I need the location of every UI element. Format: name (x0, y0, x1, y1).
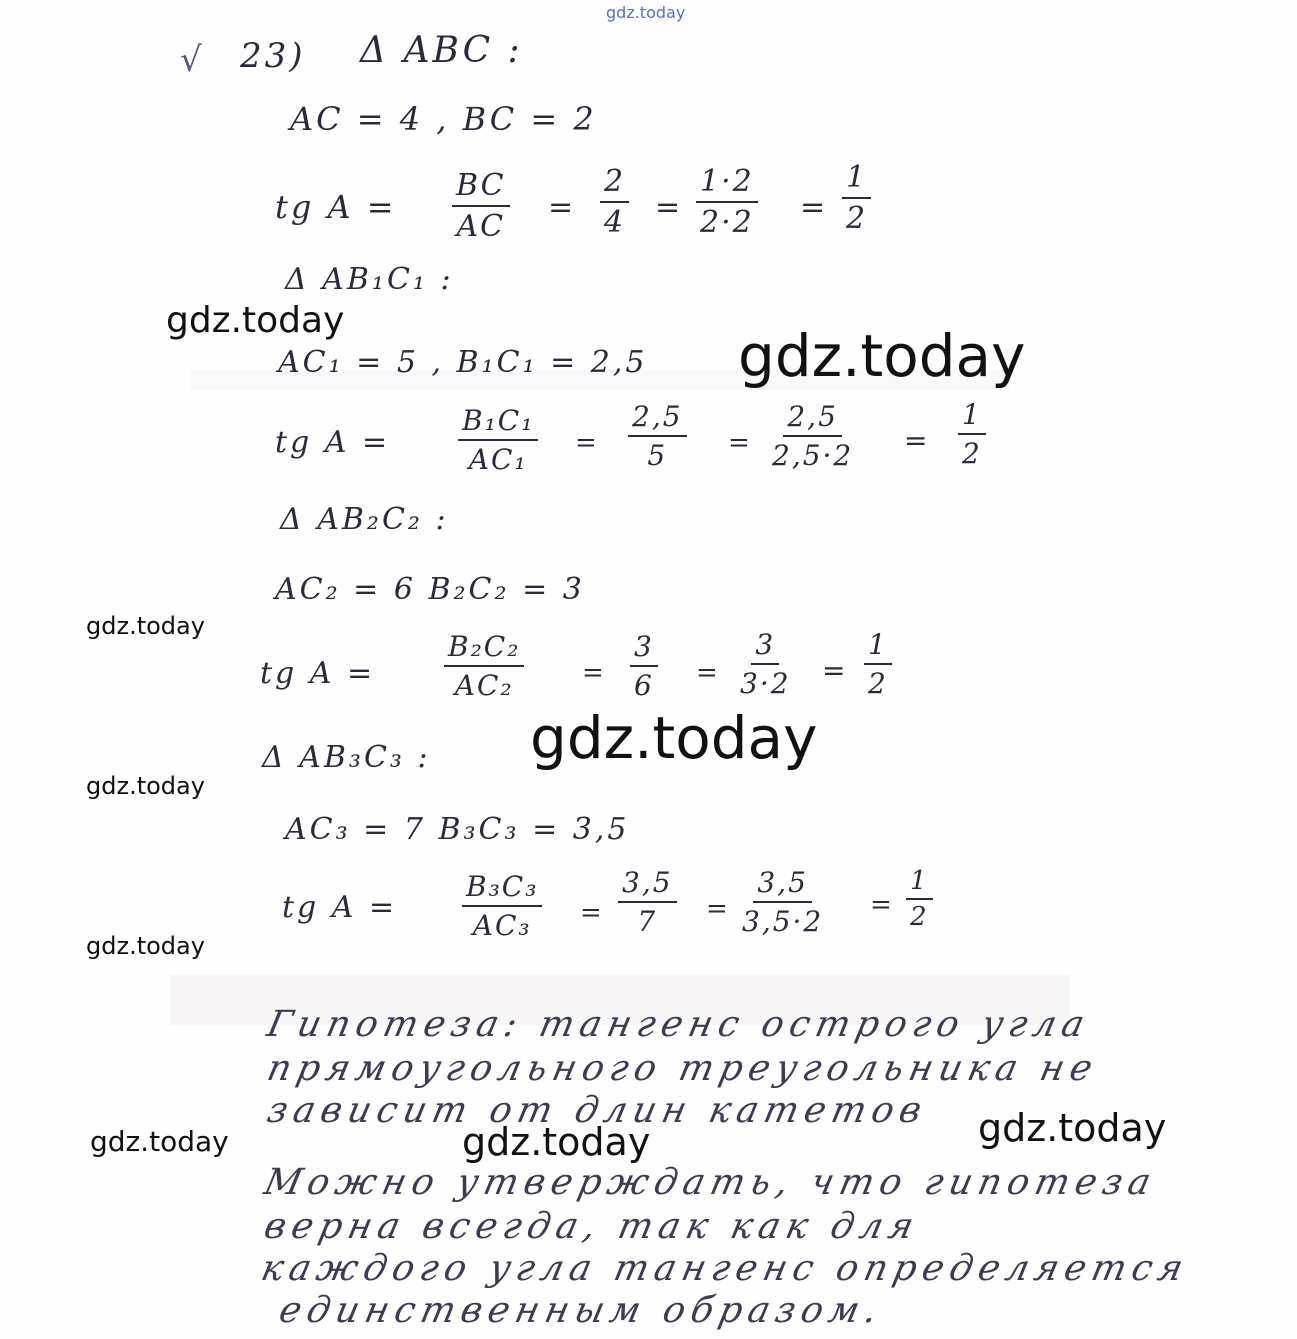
triangle-title: Δ AB₂C₂ : (280, 502, 449, 537)
fraction-denominator: 2 (868, 667, 888, 700)
conclusion-line: единственным образом. (275, 1290, 887, 1331)
fraction-numerator: 2,5 (783, 400, 842, 437)
fraction-denominator: 2 (910, 902, 929, 932)
hypothesis-line: прямоугольного треугольника не (263, 1048, 1102, 1089)
fraction-numerator: 3 (751, 628, 779, 665)
triangle-title: Δ ABC : (360, 30, 523, 71)
fraction (444, 630, 524, 702)
fraction-numerator: 1 (958, 398, 986, 435)
fraction-numerator: 1 (864, 628, 892, 665)
equals-sign: = (904, 424, 928, 457)
fraction (740, 628, 791, 700)
watermark: gdz.today (978, 1106, 1167, 1150)
conclusion-line: верна всегда, так как для (260, 1206, 924, 1247)
fraction-denominator: 6 (634, 669, 654, 702)
equals-sign: = (582, 658, 604, 688)
fraction (842, 160, 871, 236)
check-mark-icon: √ (180, 40, 202, 80)
fraction-denominator: 5 (647, 439, 668, 472)
hypothesis-line: зависит от длин катетов (263, 1090, 932, 1131)
fraction-numerator: 1 (842, 160, 871, 199)
fraction-numerator: B₁C₁ (458, 404, 538, 441)
fraction-numerator: 2,5 (628, 400, 687, 437)
fraction-denominator: AC₂ (454, 669, 514, 702)
equals-sign: = (580, 898, 602, 928)
equals-sign: = (655, 190, 681, 225)
fraction-denominator: AC₁ (468, 443, 528, 476)
fraction-denominator: 2 (962, 437, 982, 470)
tangent-label: tg A = (260, 656, 376, 691)
fraction (600, 164, 629, 240)
fraction (630, 630, 658, 702)
equals-sign: = (800, 190, 826, 225)
fraction-numerator: BC (452, 168, 510, 207)
triangle-title: Δ AB₁C₁ : (285, 262, 454, 297)
fraction (628, 400, 687, 472)
equals-sign: = (870, 890, 892, 920)
hypothesis-line: Гипотеза: тангенс острого угла (263, 1004, 1094, 1045)
equals-sign: = (575, 428, 597, 458)
fraction-denominator: 3,5·2 (742, 905, 824, 938)
fraction (864, 628, 892, 700)
conclusion-line: каждого угла тангенс определяется (257, 1248, 1193, 1289)
fraction-numerator: B₂C₂ (444, 630, 524, 667)
fraction-denominator: 3·2 (740, 667, 791, 700)
fraction-denominator: 2·2 (700, 205, 754, 240)
fraction (458, 404, 538, 476)
sides-line: AC₁ = 5 , B₁C₁ = 2,5 (278, 345, 648, 380)
equals-sign: = (728, 428, 750, 458)
fraction-numerator: 3 (630, 630, 658, 667)
triangle-title: Δ AB₃C₃ : (262, 740, 431, 775)
conclusion-line: Можно утверждать, что гипотеза (260, 1162, 1161, 1203)
equals-sign: = (696, 658, 718, 688)
equals-sign: = (548, 190, 574, 225)
fraction-numerator: 2 (600, 164, 629, 203)
fraction-denominator: AC₃ (472, 909, 532, 942)
fraction (906, 866, 933, 932)
fraction-denominator: 2,5·2 (772, 439, 854, 472)
watermark: gdz.today (166, 300, 345, 341)
fraction (696, 164, 758, 240)
fraction (462, 870, 542, 942)
fraction (742, 866, 823, 938)
fraction (452, 168, 510, 244)
watermark: gdz.today (86, 612, 205, 640)
fraction-denominator: 7 (637, 905, 658, 938)
watermark: gdz.today (462, 1120, 651, 1164)
watermark: gdz.today (530, 704, 818, 772)
watermark: gdz.today (90, 1125, 229, 1158)
equals-sign: = (822, 654, 846, 687)
tangent-label: tg A = (275, 188, 397, 226)
fraction-numerator: B₃C₃ (462, 870, 542, 907)
tangent-label: tg A = (282, 890, 398, 925)
sides-line: AC = 4 , BC = 2 (290, 100, 597, 138)
sides-line: AC₃ = 7 B₃C₃ = 3,5 (285, 812, 630, 847)
fraction-denominator: 2 (846, 201, 868, 236)
fraction-numerator: 1·2 (696, 164, 758, 203)
fraction (772, 400, 853, 472)
fraction (958, 398, 986, 470)
watermark: gdz.today (86, 932, 205, 960)
watermark-top: gdz.today (606, 3, 686, 22)
sides-line: AC₂ = 6 B₂C₂ = 3 (275, 572, 585, 607)
watermark: gdz.today (86, 772, 205, 800)
fraction (618, 866, 677, 938)
fraction-numerator: 3,5 (753, 866, 812, 903)
tangent-label: tg A = (275, 425, 391, 460)
watermark: gdz.today (738, 322, 1026, 390)
equals-sign: = (706, 894, 728, 924)
fraction-denominator: 4 (604, 205, 626, 240)
problem-number: 23) (240, 36, 306, 76)
fraction-denominator: AC (456, 209, 506, 244)
fraction-numerator: 3,5 (618, 866, 677, 903)
fraction-numerator: 1 (906, 866, 933, 900)
